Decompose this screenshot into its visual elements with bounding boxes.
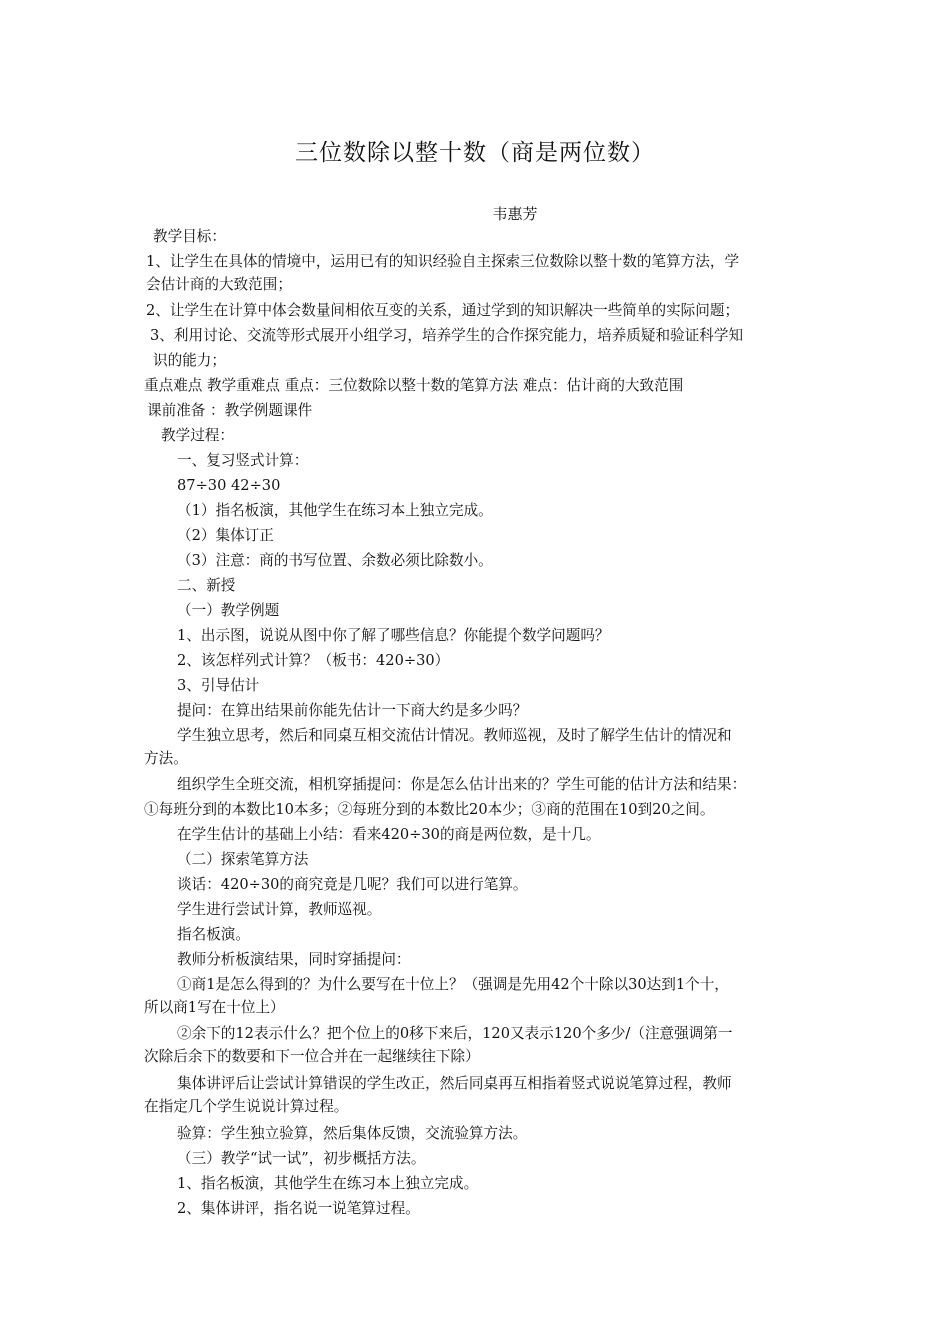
text-line: ①每班分到的本数比10本多；②每班分到的本数比20本少；③商的范围在10到20之间。 (144, 801, 715, 818)
text-line: （三）教学“试一试”，初步概括方法。 (177, 1150, 426, 1167)
text-line: 识的能力； (153, 352, 226, 369)
text-line: 会估计商的大致范围； (146, 276, 292, 293)
text-line: （二）探索笔算方法 (177, 851, 309, 868)
text-line: 学生进行尝试计算，教师巡视。 (177, 901, 382, 918)
text-line: 次除后余下的数要和下一位合并在一起继续往下除） (144, 1048, 480, 1065)
text-line: 组织学生全班交流，相机穿插提问：你是怎么估计出来的？学生可能的估计方法和结果： (177, 776, 747, 793)
text-line: 二、新授 (177, 577, 236, 594)
text-line: （一）教学例题 (177, 602, 280, 619)
text-line: 1、出示图，说说从图中你了解了哪些信息？你能提个数学问题吗？ (177, 627, 610, 644)
text-line: 1、指名板演，其他学生在练习本上独立完成。 (177, 1175, 479, 1192)
text-line: 指名板演。 (177, 926, 250, 943)
text-line: 方法。 (144, 750, 188, 767)
text-line: （3）注意：商的书写位置、余数必须比除数小。 (177, 552, 493, 569)
text-line: 谈话：420÷30的商究竟是几呢？我们可以进行笔算。 (177, 876, 528, 893)
text-line: 3、利用讨论、交流等形式展开小组学习，培养学生的合作探究能力，培养质疑和验证科学知 (150, 327, 744, 344)
text-line: （2）集体订正 (177, 527, 274, 544)
text-line: 3、引导估计 (177, 677, 260, 694)
author-name: 韦惠芳 (492, 205, 538, 223)
text-line: （1）指名板演，其他学生在练习本上独立完成。 (177, 502, 493, 519)
text-line: 课前准备 ：教学例题课件 (147, 402, 313, 419)
text-line: 在指定几个学生说说计算过程。 (144, 1098, 349, 1115)
text-line: 2、集体讲评，指名说一说笔算过程。 (177, 1200, 420, 1217)
text-line: 教学过程： (161, 427, 234, 444)
text-line: 在学生估计的基础上小结：看来420÷30的商是两位数，是十几。 (177, 826, 601, 843)
text-line: 教学目标： (153, 228, 226, 245)
document-title: 三位数除以整十数（商是两位数） (295, 140, 655, 166)
text-line: 2、该怎样列式计算？（板书：420÷30） (177, 652, 450, 669)
text-line: 教师分析板演结果，同时穿插提问： (177, 951, 411, 968)
text-line: 提问：在算出结果前你能先估计一下商大约是多少吗？ (177, 702, 528, 719)
text-line: ②余下的12表示什么？把个位上的0移下来后，120又表示120个多少/（注意强调第一 (177, 1025, 733, 1042)
text-line: 一、复习竖式计算： (177, 452, 309, 469)
text-line: 学生独立思考，然后和同桌互相交流估计情况。教师巡视，及时了解学生估计的情况和 (177, 727, 732, 744)
text-line: 1、让学生在具体的情境中，运用已有的知识经验自主探索三位数除以整十数的笔算方法，学 (146, 253, 740, 270)
text-line: 87÷30 42÷30 (177, 477, 281, 494)
text-line: 所以商1写在十位上） (144, 999, 285, 1016)
text-line: 重点难点 教学重难点 重点：三位数除以整十数的笔算方法 难点：估计商的大致范围 (144, 377, 684, 394)
text-line: 集体讲评后让尝试计算错误的学生改正，然后同桌再互相指着竖式说说笔算过程，教师 (177, 1075, 732, 1092)
text-line: ①商1是怎么得到的？为什么要写在十位上？（强调是先用42个十除以30达到1个十， (177, 976, 729, 993)
text-line: 验算：学生独立验算，然后集体反馈，交流验算方法。 (177, 1125, 528, 1142)
text-line: 2、让学生在计算中体会数量间相依互变的关系，通过学到的知识解决一些简单的实际问题； (146, 302, 740, 319)
